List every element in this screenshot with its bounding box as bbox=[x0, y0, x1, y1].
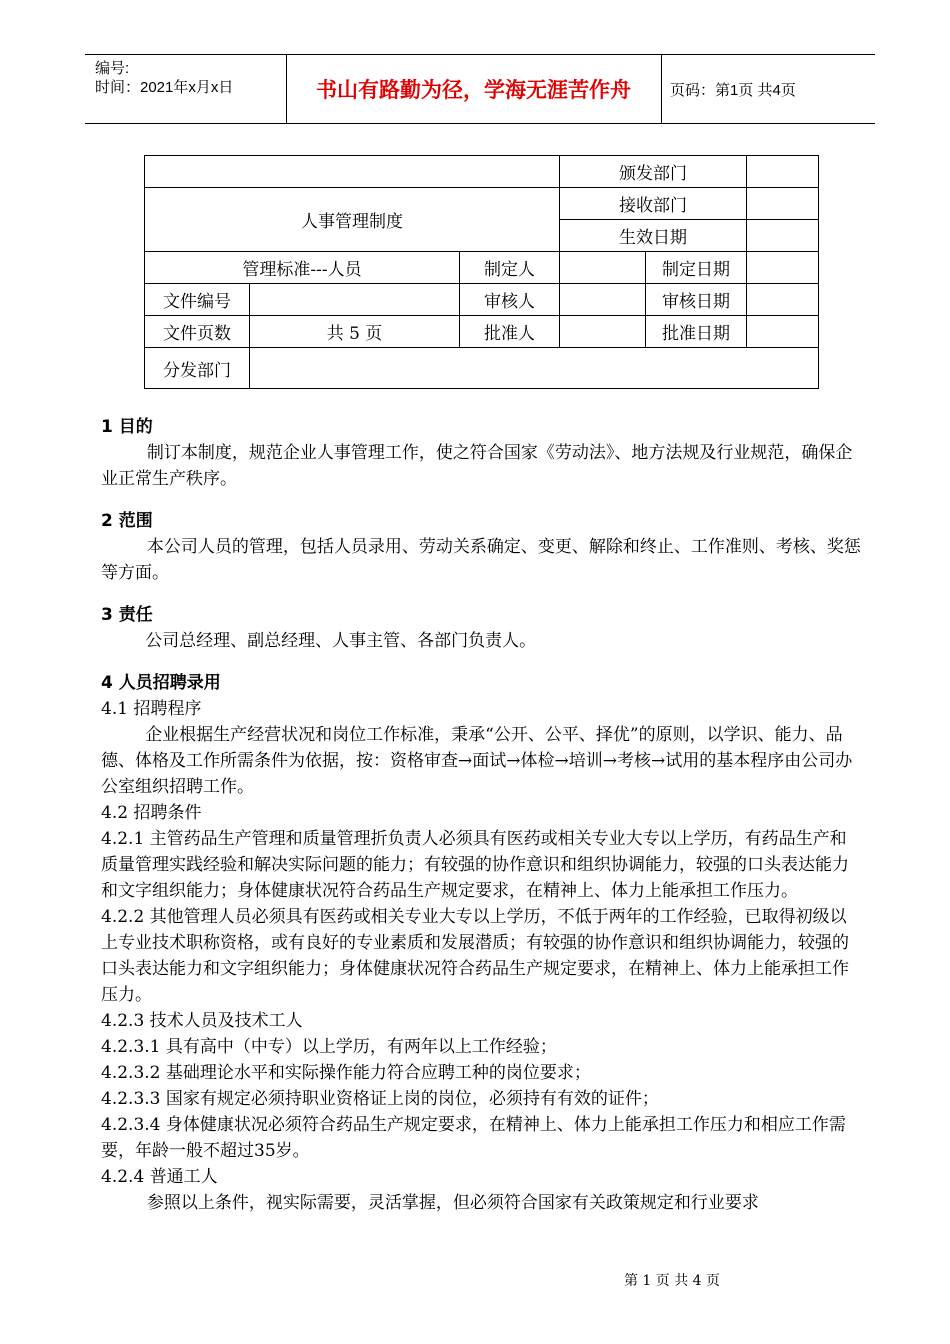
approve-date-label: 批准日期 bbox=[646, 316, 747, 348]
header-motto: 书山有路勤为径，学海无涯苦作舟 bbox=[316, 78, 631, 102]
effective-date-label: 生效日期 bbox=[560, 220, 747, 252]
doc-no-label: 文件编号 bbox=[145, 284, 250, 316]
review-date-label: 审核日期 bbox=[646, 284, 747, 316]
paragraph: 公司总经理、副总经理、人事主管、各部门负责人。 bbox=[145, 631, 537, 651]
recv-dept-label: 接收部门 bbox=[560, 188, 747, 220]
paragraph: 本公司人员的管理，包括人员录用、劳动关系确定、变更、解除和终止、工作准则、考核、奖惩等方面。 bbox=[101, 537, 861, 583]
approver-label: 批准人 bbox=[460, 316, 560, 348]
doc-number-label: 编号: bbox=[95, 60, 130, 77]
document-info-table bbox=[144, 155, 819, 389]
doc-no-value bbox=[250, 284, 460, 316]
approver-value bbox=[560, 316, 646, 348]
section-heading: 1 目的 bbox=[101, 417, 153, 437]
list-item: 4.2.3.3 国家有规定必须持职业资格证上岗的岗位，必须持有有效的证件； bbox=[101, 1089, 659, 1109]
drafter-label: 制定人 bbox=[460, 252, 560, 284]
section-heading: 2 范围 bbox=[101, 511, 153, 531]
document-body bbox=[101, 414, 861, 1216]
reviewer-label: 审核人 bbox=[460, 284, 560, 316]
draft-date-label: 制定日期 bbox=[646, 252, 747, 284]
doc-time-label: 时间：2021年x月x日 bbox=[95, 79, 234, 96]
review-date-value bbox=[747, 284, 819, 316]
dist-dept-label: 分发部门 bbox=[145, 348, 250, 389]
list-item: 4.2.3.1 具有高中（中专）以上学历，有两年以上工作经验； bbox=[101, 1037, 557, 1057]
standard-label: 管理标准---人员 bbox=[145, 252, 460, 284]
draft-date-value bbox=[747, 252, 819, 284]
issue-dept-value bbox=[747, 156, 819, 188]
paragraph: 制订本制度，规范企业人事管理工作，使之符合国家《劳动法》、地方法规及行业规范，确保企业正常生产秩序。 bbox=[101, 443, 853, 489]
reviewer-value bbox=[560, 284, 646, 316]
subsection-heading: 4.1 招聘程序 bbox=[101, 699, 202, 719]
issue-dept-label: 颁发部门 bbox=[560, 156, 747, 188]
doc-pages-label: 文件页数 bbox=[145, 316, 250, 348]
document-title: 人事管理制度 bbox=[145, 188, 560, 252]
approve-date-value bbox=[747, 316, 819, 348]
drafter-value bbox=[560, 252, 646, 284]
header-meta bbox=[95, 59, 233, 97]
list-item: 4.2.3.4 身体健康状况必须符合药品生产规定要求，在精神上、体力上能承担工作压力和相应工作需要，年龄一般不超过35岁。 bbox=[101, 1115, 846, 1161]
table-cell-blank bbox=[145, 156, 560, 188]
recv-dept-value bbox=[747, 188, 819, 220]
list-item: 4.2.3.2 基础理论水平和实际操作能力符合应聘工种的岗位要求； bbox=[101, 1063, 591, 1083]
paragraph: 参照以上条件，视实际需要，灵活掌握，但必须符合国家有关政策规定和行业要求 bbox=[146, 1193, 759, 1213]
page-header bbox=[85, 54, 875, 124]
paragraph: 4.2.1 主管药品生产管理和质量管理折负责人必须具有医药或相关专业大专以上学历，有药品生产和质量管理实践经验和解决实际问题的能力；有较强的协作意识和组织协调能力，较强的口头表达能力和文字组织能力；身体健康状况符合药品生产规定要求，在精神上、体力上能承担工作压力。 bbox=[101, 829, 849, 901]
paragraph: 企业根据生产经营状况和岗位工作标准，秉承“公开、公平、择优”的原则，以学识、能力、品德、体格及工作所需条件为依据，按：资格审查→面试→体检→培训→考核→试用的基本程序由公司办公室组织招聘工作。 bbox=[101, 725, 853, 797]
header-divider bbox=[661, 55, 662, 123]
footer-page-number: 第 1 页 共 4 页 bbox=[623, 1273, 721, 1289]
section-heading: 3 责任 bbox=[101, 605, 153, 625]
doc-pages-value: 共 5 页 bbox=[250, 316, 460, 348]
subsection-heading: 4.2 招聘条件 bbox=[101, 803, 202, 823]
dist-dept-value bbox=[250, 348, 819, 389]
page-footer bbox=[0, 1270, 950, 1290]
section-heading: 4 人员招聘录用 bbox=[101, 673, 221, 693]
subsection-heading: 4.2.4 普通工人 bbox=[101, 1167, 218, 1187]
subsection-heading: 4.2.3 技术人员及技术工人 bbox=[101, 1011, 303, 1031]
header-page-code: 页码：第1页 共4页 bbox=[670, 81, 796, 99]
paragraph: 4.2.2 其他管理人员必须具有医药或相关专业大专以上学历，不低于两年的工作经验，已取得初级以上专业技术职称资格，或有良好的专业素质和发展潜质；有较强的协作意识和组织协调能力，较强的口头表达能力和文字组织能力；身体健康状况符合药品生产规定要求，在精神上、体力上能承担工作压力。 bbox=[101, 907, 849, 1005]
effective-date-value bbox=[747, 220, 819, 252]
